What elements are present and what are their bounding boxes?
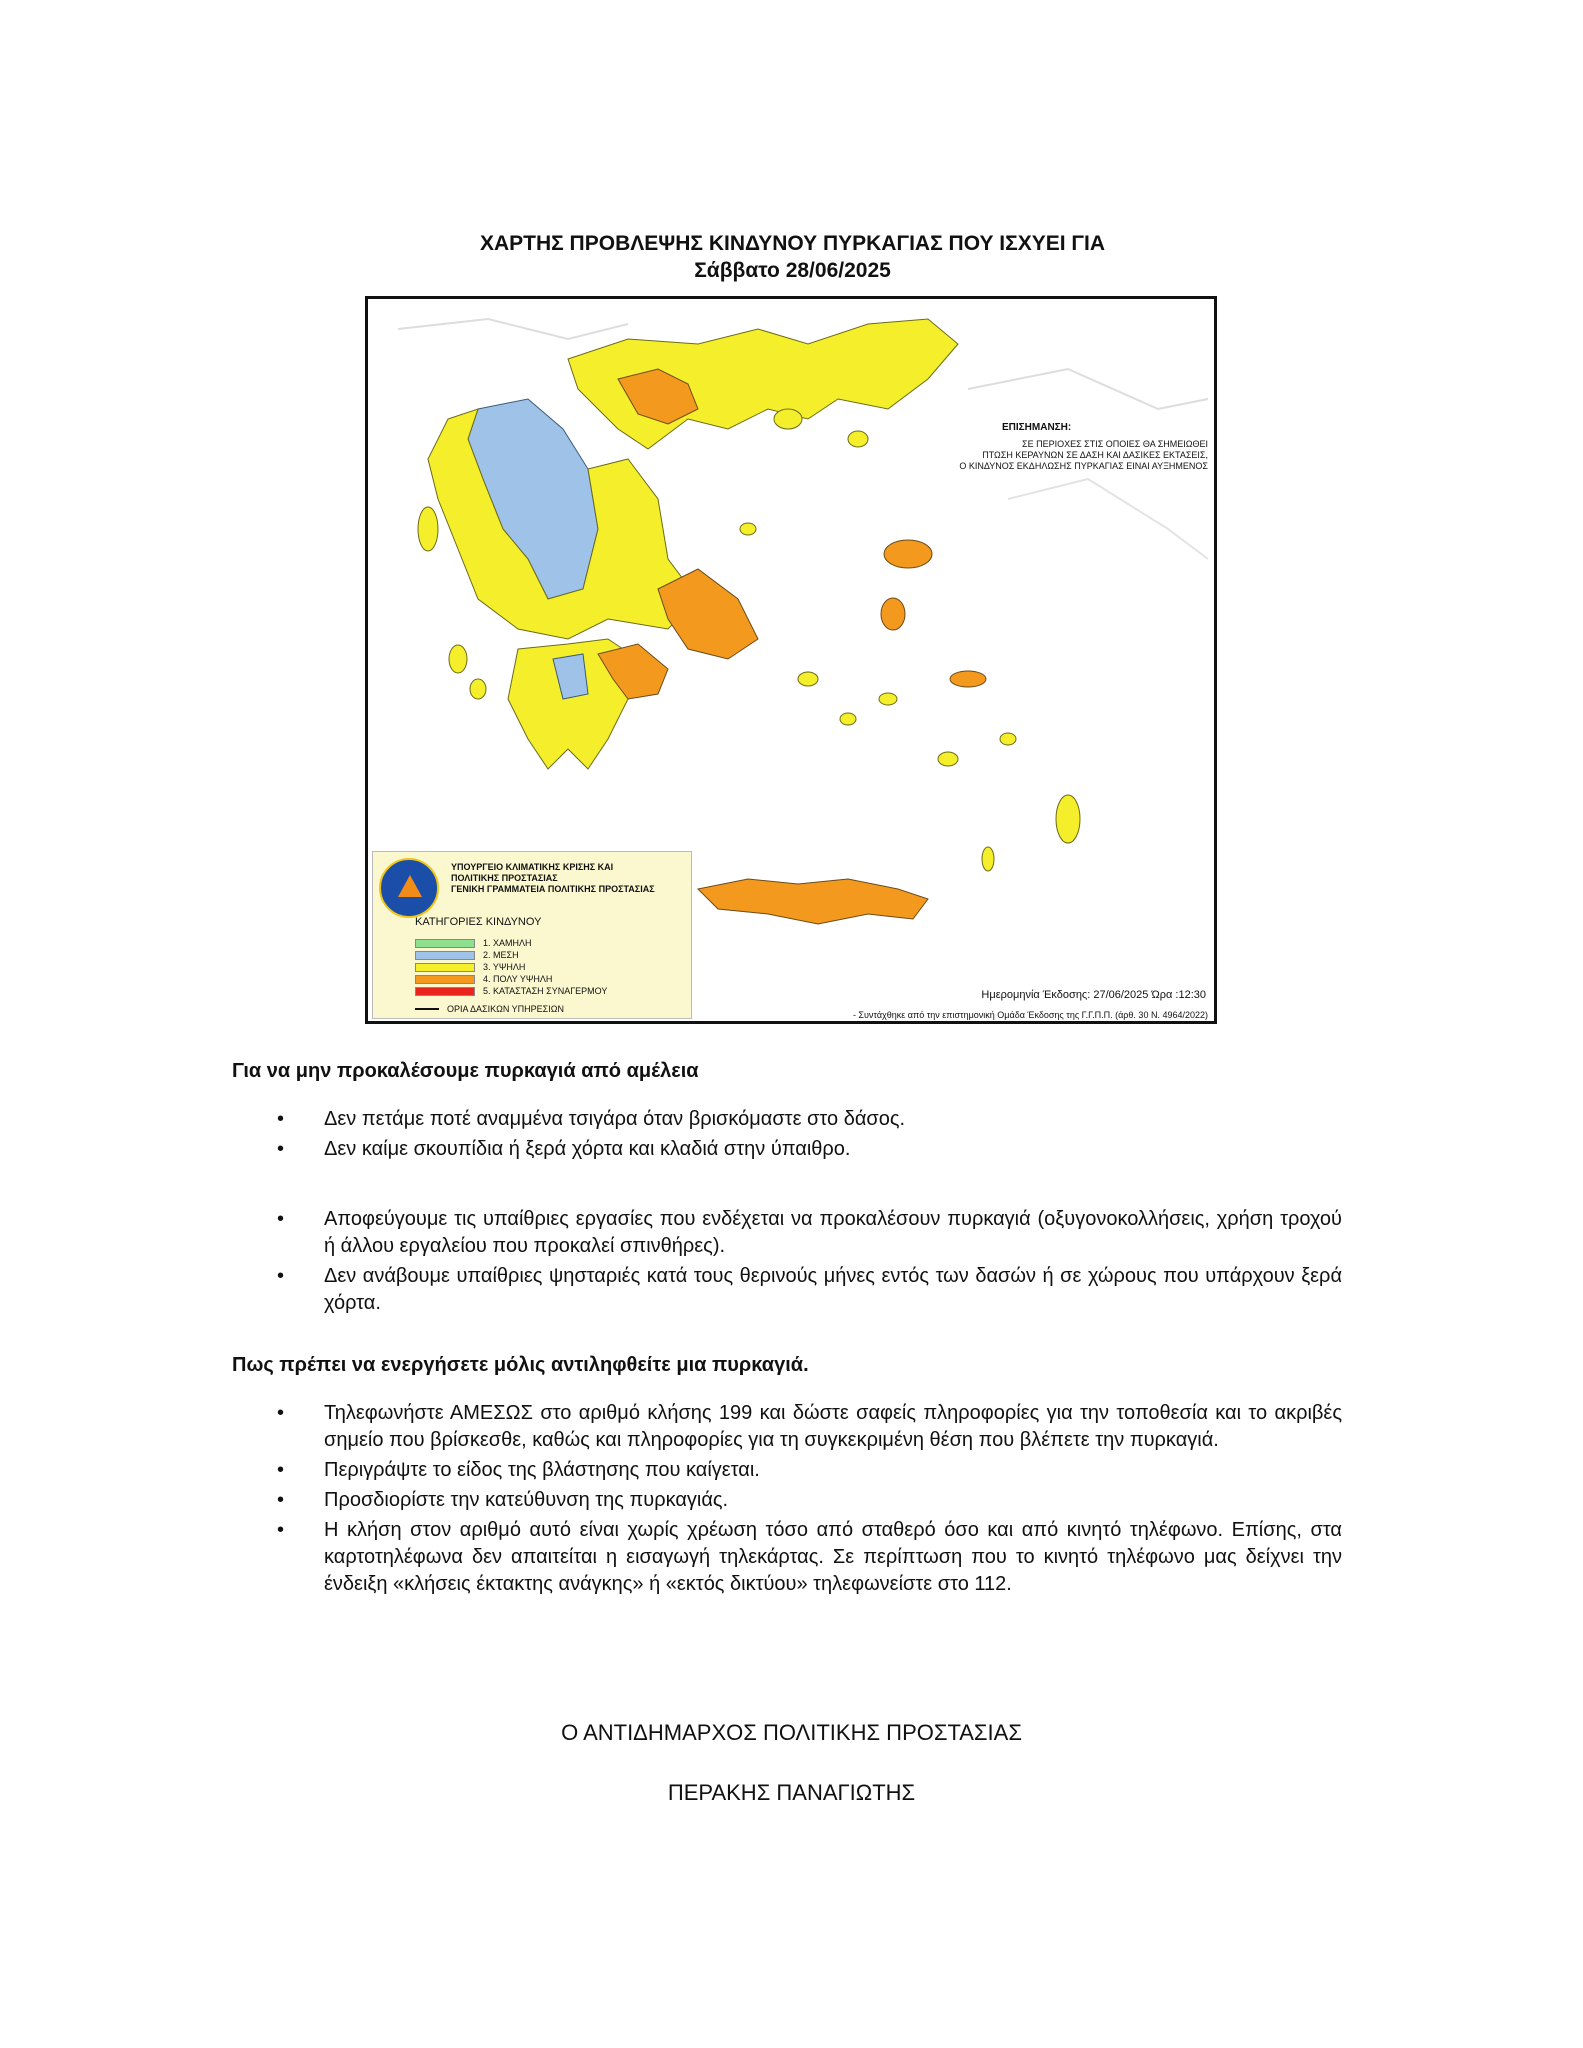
signature-title: Ο ΑΝΤΙΔΗΜΑΡΧΟΣ ΠΟΛΙΤΙΚΗΣ ΠΡΟΣΤΑΣΙΑΣ — [561, 1720, 1022, 1745]
map-title — [365, 230, 1220, 284]
legend-border-row — [415, 1004, 564, 1014]
legend-label: 3. ΥΨΗΛΗ — [483, 962, 526, 972]
legend-swatch — [415, 951, 475, 960]
section1-list-a — [232, 1106, 1342, 1166]
legend-category-4 — [415, 974, 552, 984]
section2-heading: Πως πρέπει να ενεργήσετε μόλις αντιληφθείτε μια πυρκαγιά. — [232, 1354, 809, 1376]
section1-heading: Για να μην προκαλέσουμε πυρκαγιά από αμέλεια — [232, 1060, 699, 1082]
list-item: • Δεν ανάβουμε υπαίθριες ψησταριές κατά τους θερινούς μήνες εντός των δασών ή σε χώρους που υπάρχουν ξερά χόρτα. — [232, 1263, 1342, 1317]
list-item: • Προσδιορίστε την κατεύθυνση της πυρκαγιάς. — [232, 1487, 1342, 1514]
forest-border-line-icon — [415, 1008, 439, 1010]
legend-categories-title: ΚΑΤΗΓΟΡΙΕΣ ΚΙΝΔΥΝΟΥ — [415, 916, 542, 928]
section2-list — [232, 1400, 1342, 1601]
map-title-line2: Σάββατο 28/06/2025 — [694, 259, 891, 282]
list-item: • Η κλήση στον αριθμό αυτό είναι χωρίς χρέωση τόσο από σταθερό όσο και από κινητό τηλέφωνο. Επίσης, στα καρτοτηλέφωνα δεν απαιτείται η εισαγωγή τηλεκάρτας. Σε περίπτωση που το κινητό τηλέφωνο μας δείχνει την ένδειξη «κλήσεις έκτακτης ανάγκης» ή «εκτός δικτύου» τηλεφωνείστε στο 112. — [232, 1517, 1342, 1598]
map-note-body: ΣΕ ΠΕΡΙΟΧΕΣ ΣΤΙΣ ΟΠΟΙΕΣ ΘΑ ΣΗΜΕΙΩΘΕΙ ΠΤΩΣΗ ΚΕΡΑΥΝΩΝ ΣΕ ΔΑΣΗ ΚΑΙ ΔΑΣΙΚΕΣ ΕΚΤΑΣΕΙΣ, Ο ΚΙΝΔΥΝΟΣ ΕΚΔΗΛΩΣΗΣ ΠΥΡΚΑΓΙΑΣ ΕΙΝΑΙ ΑΥΞΗΜΕΝΟΣ — [959, 439, 1208, 471]
legend-swatch — [415, 963, 475, 972]
list-item: • Αποφεύγουμε τις υπαίθριες εργασίες που ενδέχεται να προκαλέσουν πυρκαγιά (οξυγονοκολλήσεις, χρήση τροχού ή άλλου εργαλείου που προκαλεί σπινθήρες). — [232, 1206, 1342, 1260]
legend-label: 2. ΜΕΣΗ — [483, 950, 519, 960]
legend-label: 4. ΠΟΛΥ ΥΨΗΛΗ — [483, 974, 553, 984]
ministry-label: ΥΠΟΥΡΓΕΙΟ ΚΛΙΜΑΤΙΚΗΣ ΚΡΙΣΗΣ ΚΑΙ ΠΟΛΙΤΙΚΗΣ ΠΡΟΣΤΑΣΙΑΣ ΓΕΝΙΚΗ ΓΡΑΜΜΑΤΕΙΑ ΠΟΛΙΤΙΚΗΣ ΠΡΟΣΤΑΣΙΑΣ — [451, 862, 655, 894]
civil-protection-seal-icon — [379, 858, 439, 918]
list-item: • Περιγράψτε το είδος της βλάστησης που καίγεται. — [232, 1457, 1342, 1484]
map-note-title: ΕΠΙΣΗΜΑΝΣΗ: — [1002, 422, 1072, 433]
legend-border-label: ΟΡΙΑ ΔΑΣΙΚΩΝ ΥΠΗΡΕΣΙΩΝ — [447, 1004, 564, 1014]
legend-swatch — [415, 939, 475, 948]
issue-date: Ημερομηνία Έκδοσης: 27/06/2025 Ώρα :12:30 — [981, 989, 1206, 1001]
list-item: • Δεν πετάμε ποτέ αναμμένα τσιγάρα όταν βρισκόμαστε στο δάσος. — [232, 1106, 1342, 1133]
legend-category-2 — [415, 950, 519, 960]
legend-label: 1. ΧΑΜΗΛΗ — [483, 938, 532, 948]
legend-category-5 — [415, 986, 607, 996]
map-legend — [372, 851, 692, 1019]
signature-name: ΠΕΡΑΚΗΣ ΠΑΝΑΓΙΩΤΗΣ — [667, 1780, 916, 1805]
compiled-note: - Συντάχθηκε από την επιστημονική Ομάδα Έκδοσης της Γ.Γ.Π.Π. (άρθ. 30 Ν. 4964/2022) — [852, 1010, 1208, 1020]
legend-swatch — [415, 975, 475, 984]
map-title-line1: ΧΑΡΤΗΣ ΠΡΟΒΛΕΨΗΣ ΚΙΝΔΥΝΟΥ ΠΥΡΚΑΓΙΑΣ ΠΟΥ ΙΣΧΥΕΙ ΓΙΑ — [479, 232, 1106, 255]
legend-category-3 — [415, 962, 525, 972]
list-item: • Δεν καίμε σκουπίδια ή ξερά χόρτα και κλαδιά στην ύπαιθρο. — [232, 1136, 1342, 1163]
list-item: • Τηλεφωνήστε ΑΜΕΣΩΣ στο αριθμό κλήσης 199 και δώστε σαφείς πληροφορίες για την τοποθεσία και το ακριβές σημείο που βρίσκεσθε, καθώς και πληροφορίες για τη συγκεκριμένη θέση που βλέπετε την πυρκαγιά. — [232, 1400, 1342, 1454]
legend-swatch — [415, 987, 475, 996]
legend-label: 5. ΚΑΤΑΣΤΑΣΗ ΣΥΝΑΓΕΡΜΟΥ — [483, 986, 608, 996]
fire-risk-map — [365, 296, 1217, 1024]
legend-category-1 — [415, 938, 532, 948]
section1-list-b — [232, 1206, 1342, 1320]
